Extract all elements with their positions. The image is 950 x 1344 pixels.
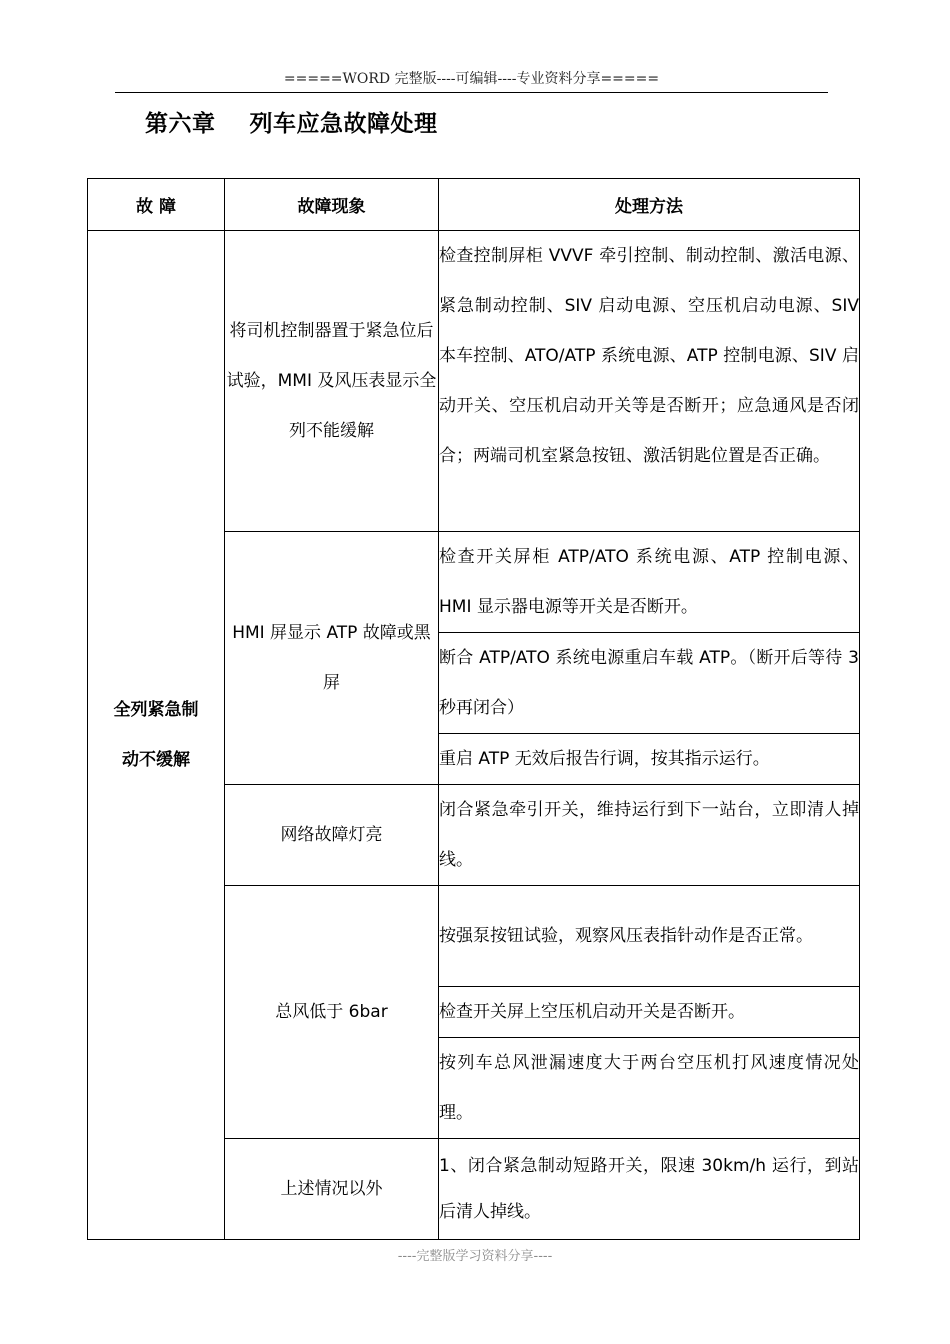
action-text: 检查控制屏柜 VVVF 牵引控制、制动控制、激活电源、紧急制动控制、SIV 启动电源、空压机启动电源、SIV 本车控制、ATO/ATP 系统电源、ATP 控制电源、SIV 启动开关、空压机启动开关等是否断开；应急通风是否闭合；两端司机室紧急按钮、激活钥匙位置是否正确。	[439, 246, 859, 466]
chapter-title: 第六章 列车应急故障处理	[145, 111, 438, 137]
action-cell	[439, 1038, 860, 1139]
header-fault: 故 障	[88, 179, 225, 231]
action-cell	[439, 987, 860, 1038]
action-cell	[439, 785, 860, 886]
symptom-text: 网络故障灯亮	[280, 825, 383, 845]
fault-name-text: 全列紧急制动不缓解	[113, 700, 199, 770]
symptom-text: 上述情况以外	[280, 1179, 383, 1199]
action-cell	[439, 633, 860, 734]
action-text: 按列车总风泄漏速度大于两台空压机打风速度情况处理。	[439, 1053, 859, 1123]
page-footer: ----完整版学习资料分享----	[397, 1249, 553, 1264]
action-cell	[439, 532, 860, 633]
symptom-cell	[225, 785, 439, 886]
symptom-text: HMI 屏显示 ATP 故障或黑屏	[232, 623, 431, 693]
action-text: 1、闭合紧急制动短路开关，限速 30km/h 运行，到站后清人掉线。	[439, 1156, 859, 1222]
fault-table	[87, 178, 860, 1240]
symptom-cell	[225, 886, 439, 1139]
header-symptom: 故障现象	[225, 179, 439, 231]
table-header-row	[88, 179, 860, 231]
header-method: 处理方法	[439, 179, 860, 231]
symptom-cell	[225, 532, 439, 785]
symptom-cell	[225, 1139, 439, 1240]
table-row	[88, 231, 860, 532]
action-text: 重启 ATP 无效后报告行调，按其指示运行。	[439, 749, 770, 769]
action-cell	[439, 231, 860, 532]
action-text: 检查开关屏柜 ATP/ATO 系统电源、ATP 控制电源、HMI 显示器电源等开关是否断开。	[439, 547, 859, 617]
action-cell	[439, 886, 860, 987]
fault-name	[88, 231, 225, 1240]
symptom-text: 总风低于 6bar	[275, 1002, 388, 1022]
action-text: 按强泵按钮试验，观察风压表指针动作是否正常。	[439, 926, 813, 946]
action-cell	[439, 734, 860, 785]
symptom-cell	[225, 231, 439, 532]
page-header: =====WORD 完整版----可编辑----专业资料分享=====	[115, 66, 828, 93]
action-cell	[439, 1139, 860, 1240]
action-text: 检查开关屏上空压机启动开关是否断开。	[439, 1002, 745, 1022]
action-text: 断合 ATP/ATO 系统电源重启车载 ATP。（断开后等待 3 秒再闭合）	[439, 648, 859, 718]
action-text: 闭合紧急牵引开关，维持运行到下一站台，立即清人掉线。	[439, 800, 859, 870]
symptom-text: 将司机控制器置于紧急位后试验，MMI 及风压表显示全列不能缓解	[226, 321, 437, 441]
